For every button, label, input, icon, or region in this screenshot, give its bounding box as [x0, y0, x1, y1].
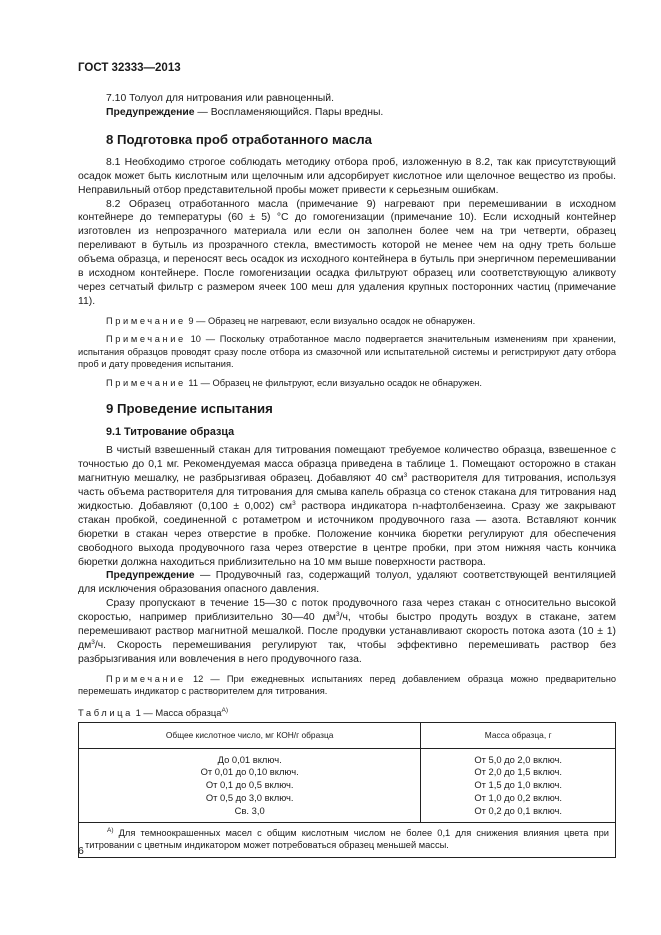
note-label: Примечание [106, 334, 186, 345]
para-8-1: 8.1 Необходимо строгое соблюдать методику отбора проб, изложенную в 8.2, так как присутствующий осадок может быть кислотным или щелочным или адсорбирует кислотное или щелочное вещество из пробы. Неправильный отбор представительной пробы может привести к серьезным ошибкам. [78, 156, 616, 196]
table-header-acid-number: Общее кислотное число, мг КОН/г образца [79, 722, 421, 748]
warning-7-10 [78, 106, 616, 120]
para-8-2: 8.2 Образец отработанного масла (примечание 9) нагревают при перемешивании в исходном контейнере до температуры (60 ± 5) °С до гомогенизации (примечание 10). Если исходный контейнер изготовлен из непрозрачного материала или если он заполнен более чем на три четверти, образец переливают в бутыль из прозрачного стекла, вместимость которой не менее чем на одну треть больше объема образца, и переносят весь осадок из исходного контейнера в бутыль при энергичном перемешивании в исходном контейнере. После гомогенизации осадка фильтруют образец или соответствующую аликвоту через сетчатый фильтр с размером ячеек 100 меш для удаления крупных посторонних частиц (примечание 11). [78, 198, 616, 307]
para-purge-part-b: /ч, чтобы быстро продуть воздух в стакане, затем перемешивают раствор магнитной мешалкой. После продувки устанавливают скорость потока азота (10 ± 1) дм [78, 612, 616, 651]
para-9-1-part-c: раствора индикатора n-нафтолбензеина. Сразу же закрывают стакан пробкой, соединенной с ротаметром и источником продувочного газа — азота. Вставляют кончик бюретки в стакан через отверстие в пробке. Положение кончика бюретки регулируют для обеспечения свободного выхода продувочного газа через отверстие в центре пробки, при этом нижняя часть кончика бюретки должна находиться приблизительно на 10 мм выше поверхности раствора. [78, 500, 616, 568]
table-cell: От 1,5 до 1,0 включ. [474, 779, 563, 791]
sample-mass-column [421, 748, 616, 822]
subsection-9-1-title: 9.1 Титрование образца [106, 426, 235, 439]
footnote-mark: А) [107, 826, 114, 834]
page-number: 6 [78, 845, 84, 857]
table-cell: От 0,5 до 3,0 включ. [205, 792, 294, 804]
table-footnote-row [79, 822, 616, 857]
note-label: Примечание [106, 673, 186, 684]
document-header: ГОСТ 32333—2013 [78, 62, 181, 74]
table-header-sample-mass: Масса образца, г [421, 722, 616, 748]
table-cell: От 0,1 до 0,5 включ. [205, 779, 294, 791]
section-9-title: 9 Проведение испытания [106, 401, 273, 417]
para-9-1 [78, 444, 616, 569]
footnote-text: Для темноокрашенных масел с общим кислотным числом не более 0,1 для снижения влияния цвета при титровании с цветным индикатором может потребоваться образец меньшей массы. [85, 827, 609, 851]
note-10 [78, 333, 616, 371]
para-9-1-part-b: растворителя для титрования, используя часть объема растворителя для титрования для смыва капель образца со стенок стакана для титрования над жидкостью. Добавляют (0,100 ± 0,002) см [78, 473, 616, 512]
table-cell: От 5,0 до 2,0 включ. [474, 753, 563, 765]
superscript: 3 [335, 611, 340, 619]
page-content [78, 92, 616, 858]
note-9-text: 9 — Образец не нагревают, если визуально осадок не обнаружен. [185, 315, 476, 326]
warning-9-1 [78, 569, 616, 597]
table-cell: От 1,0 до 0,2 включ. [474, 792, 563, 804]
note-12 [78, 673, 616, 698]
table-footnote [79, 822, 616, 857]
warning-text: — Продувочный газ, содержащий толуол, удаляют соответствующей вентиляцией для исключения образования опасного давления. [78, 570, 616, 596]
item-7-10: 7.10 Толуол для нитрования или равноценный. [106, 93, 334, 104]
warning-text: — Воспламеняющийся. Пары вредны. [194, 106, 384, 118]
table-cell: От 0,2 до 0,1 включ. [474, 804, 563, 816]
para-purge-part-c: /ч. Скорость перемешивания регулируют так, чтобы эффективно перемешивать раствор без разбрызгивания или вовлечения в него продувочного газа. [78, 639, 616, 665]
note-11-text: 11 — Образец не фильтруют, если визуально осадок не обнаружен. [185, 377, 482, 388]
note-label: Примечание [106, 377, 186, 388]
note-11 [78, 377, 616, 390]
table-cell: Св. 3,0 [234, 804, 265, 816]
para-9-1-part-a: В чистый взвешенный стакан для титрования помещают требуемое количество образца, взвешенное с точностью до 0,1 мг. Рекомендуемая масса образца приведена в таблице 1. Помещают осторожно в стакан магнитную мешалку, не разбрызгивая образец. Добавляют 40 см [78, 445, 616, 485]
warning-label: Предупреждение [106, 106, 195, 118]
acid-number-column [79, 748, 421, 822]
para-9-1-purge [78, 597, 616, 667]
para-purge-part-a: Сразу пропускают в течение 15—30 с поток продувочного газа через стакан с относительно высокой скоростью, например приблизительно 30—40 дм [78, 598, 616, 624]
warning-label: Предупреждение [106, 570, 195, 582]
table-caption-label: Таблица [78, 706, 133, 718]
note-10-text: 10 — Поскольку отработанное масло подвергается значительным изменениям при хранении, испытания образцов проводят сразу после отбора из смазочной или испытательной системы и регистрируют дату отбора проб и дату проведения испытания. [78, 334, 616, 370]
table-row [79, 748, 616, 822]
table-cell: От 2,0 до 1,5 включ. [474, 766, 563, 778]
table-header-row [79, 722, 616, 748]
section-8-title: 8 Подготовка проб отработанного масла [106, 131, 372, 147]
superscript: 3 [91, 638, 95, 646]
table-caption-text: 1 — Масса образца [132, 706, 222, 718]
superscript: 3 [292, 499, 296, 507]
table-cell: От 0,01 до 0,10 включ. [200, 766, 299, 778]
table-cell: До 0,01 включ. [217, 753, 282, 765]
note-12-text: 12 — При ежедневных испытаниях перед добавлением образца можно предварительно перемешать индикатор с растворителем для титрования. [78, 673, 616, 697]
table-caption [78, 706, 616, 719]
sample-mass-table [78, 722, 616, 858]
superscript: 3 [403, 472, 408, 480]
note-9 [78, 315, 616, 328]
table-caption-footnote-mark: А) [221, 706, 228, 714]
note-label: Примечание [106, 315, 186, 326]
